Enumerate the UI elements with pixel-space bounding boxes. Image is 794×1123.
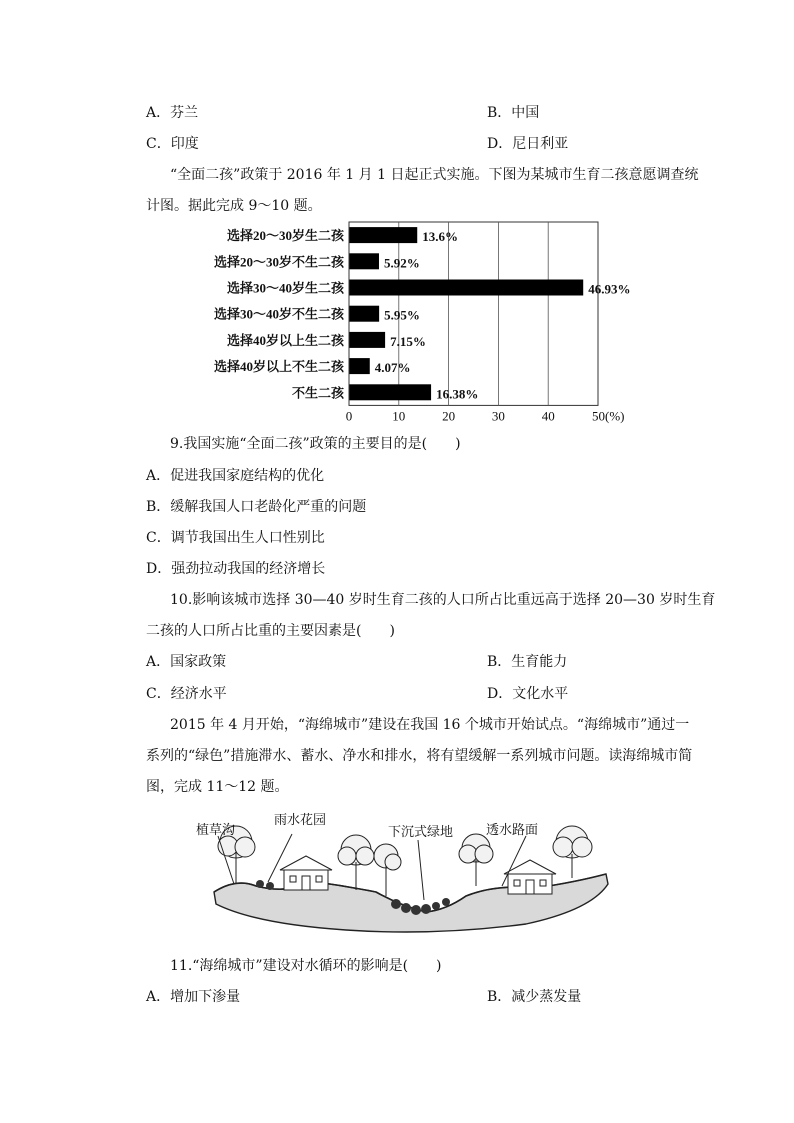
category-label: 选择20～30岁生二孩 [226, 228, 344, 244]
x-tick-label: 20 [442, 408, 456, 424]
q11-option-a: A．增加下渗量 [146, 989, 241, 1005]
q11-stem: 11.“海绵城市”建设对水循环的影响是( ) [170, 958, 442, 974]
intro-9-10-line2: 计图。据此完成 9～10 题。 [146, 198, 322, 214]
q11-option-b: B．减少蒸发量 [487, 989, 582, 1005]
x-tick-label: 40 [541, 408, 555, 424]
label-rain-garden: 雨水花园 [274, 813, 327, 828]
bar [350, 227, 418, 243]
value-label: 5.92% [383, 255, 420, 271]
bar [350, 332, 386, 348]
sponge-city-diagram [196, 812, 616, 940]
q10-stem-line2: 二孩的人口所占比重的主要因素是( ) [146, 623, 395, 639]
q8-option-a: A．芬兰 [146, 105, 199, 121]
q8-option-b: B．中国 [487, 105, 540, 121]
category-label: 选择30～40岁生二孩 [226, 280, 344, 296]
intro-9-10-line1: “全面二孩”政策于 2016 年 1 月 1 日起正式实施。下图为某城市生育二孩意愿调查统 [170, 167, 699, 183]
second-child-survey-chart [190, 218, 640, 430]
q8-option-c: C．印度 [146, 136, 199, 152]
q8-option-d: D．尼日利亚 [487, 136, 569, 152]
category-label: 选择40岁以上生二孩 [226, 332, 344, 348]
x-tick-label: 0 [345, 408, 353, 424]
category-label: 选择30～40岁不生二孩 [213, 306, 344, 322]
bar [350, 280, 584, 296]
q9-option-c: C．调节我国出生人口性别比 [146, 530, 325, 546]
q9-stem: 9.我国实施“全面二孩”政策的主要目的是( ) [170, 436, 461, 452]
q9-option-a: A．促进我国家庭结构的优化 [146, 468, 325, 484]
label-permeable-pavement: 透水路面 [486, 823, 539, 838]
label-grass-swale: 植草沟 [196, 823, 236, 838]
category-label: 选择20～30岁不生二孩 [213, 254, 344, 270]
intro-11-12-line2: 系列的“绿色”措施滞水、蓄水、净水和排水，将有望缓解一系列城市问题。读海绵城市简 [146, 748, 693, 764]
x-tick-label: 50(%) [592, 408, 625, 424]
q9-option-d: D．强劲拉动我国的经济增长 [146, 561, 326, 577]
q9-option-b: B．缓解我国人口老龄化严重的问题 [146, 499, 367, 515]
q10-option-a: A．国家政策 [146, 654, 227, 670]
intro-11-12-line1: 2015 年 4 月开始，“海绵城市”建设在我国 16 个城市开始试点。“海绵城市”通过一 [170, 717, 690, 733]
x-tick-label: 30 [491, 408, 505, 424]
bar [350, 253, 379, 269]
category-label: 不生二孩 [291, 385, 344, 401]
bar [350, 358, 370, 374]
value-label: 7.15% [390, 333, 426, 349]
value-label: 4.07% [374, 360, 411, 376]
q10-option-d: D．文化水平 [487, 686, 569, 702]
q10-option-c: C．经济水平 [146, 686, 227, 702]
value-label: 5.95% [384, 307, 420, 323]
q10-option-b: B．生育能力 [487, 654, 568, 670]
label-sunken-greenland: 下沉式绿地 [388, 825, 454, 840]
bar [350, 384, 432, 400]
value-label: 13.6% [422, 229, 458, 245]
value-label: 46.93% [588, 281, 631, 297]
houses [280, 856, 556, 894]
x-tick-label: 10 [392, 408, 406, 424]
value-label: 16.38% [436, 386, 479, 402]
intro-11-12-line3: 图，完成 11～12 题。 [146, 779, 289, 795]
category-label: 选择40岁以上不生二孩 [213, 359, 344, 375]
q10-stem-line1: 10.影响该城市选择 30—40 岁时生育二孩的人口所占比重远高于选择 20—30 岁时生育 [170, 592, 716, 608]
bar [350, 306, 380, 322]
